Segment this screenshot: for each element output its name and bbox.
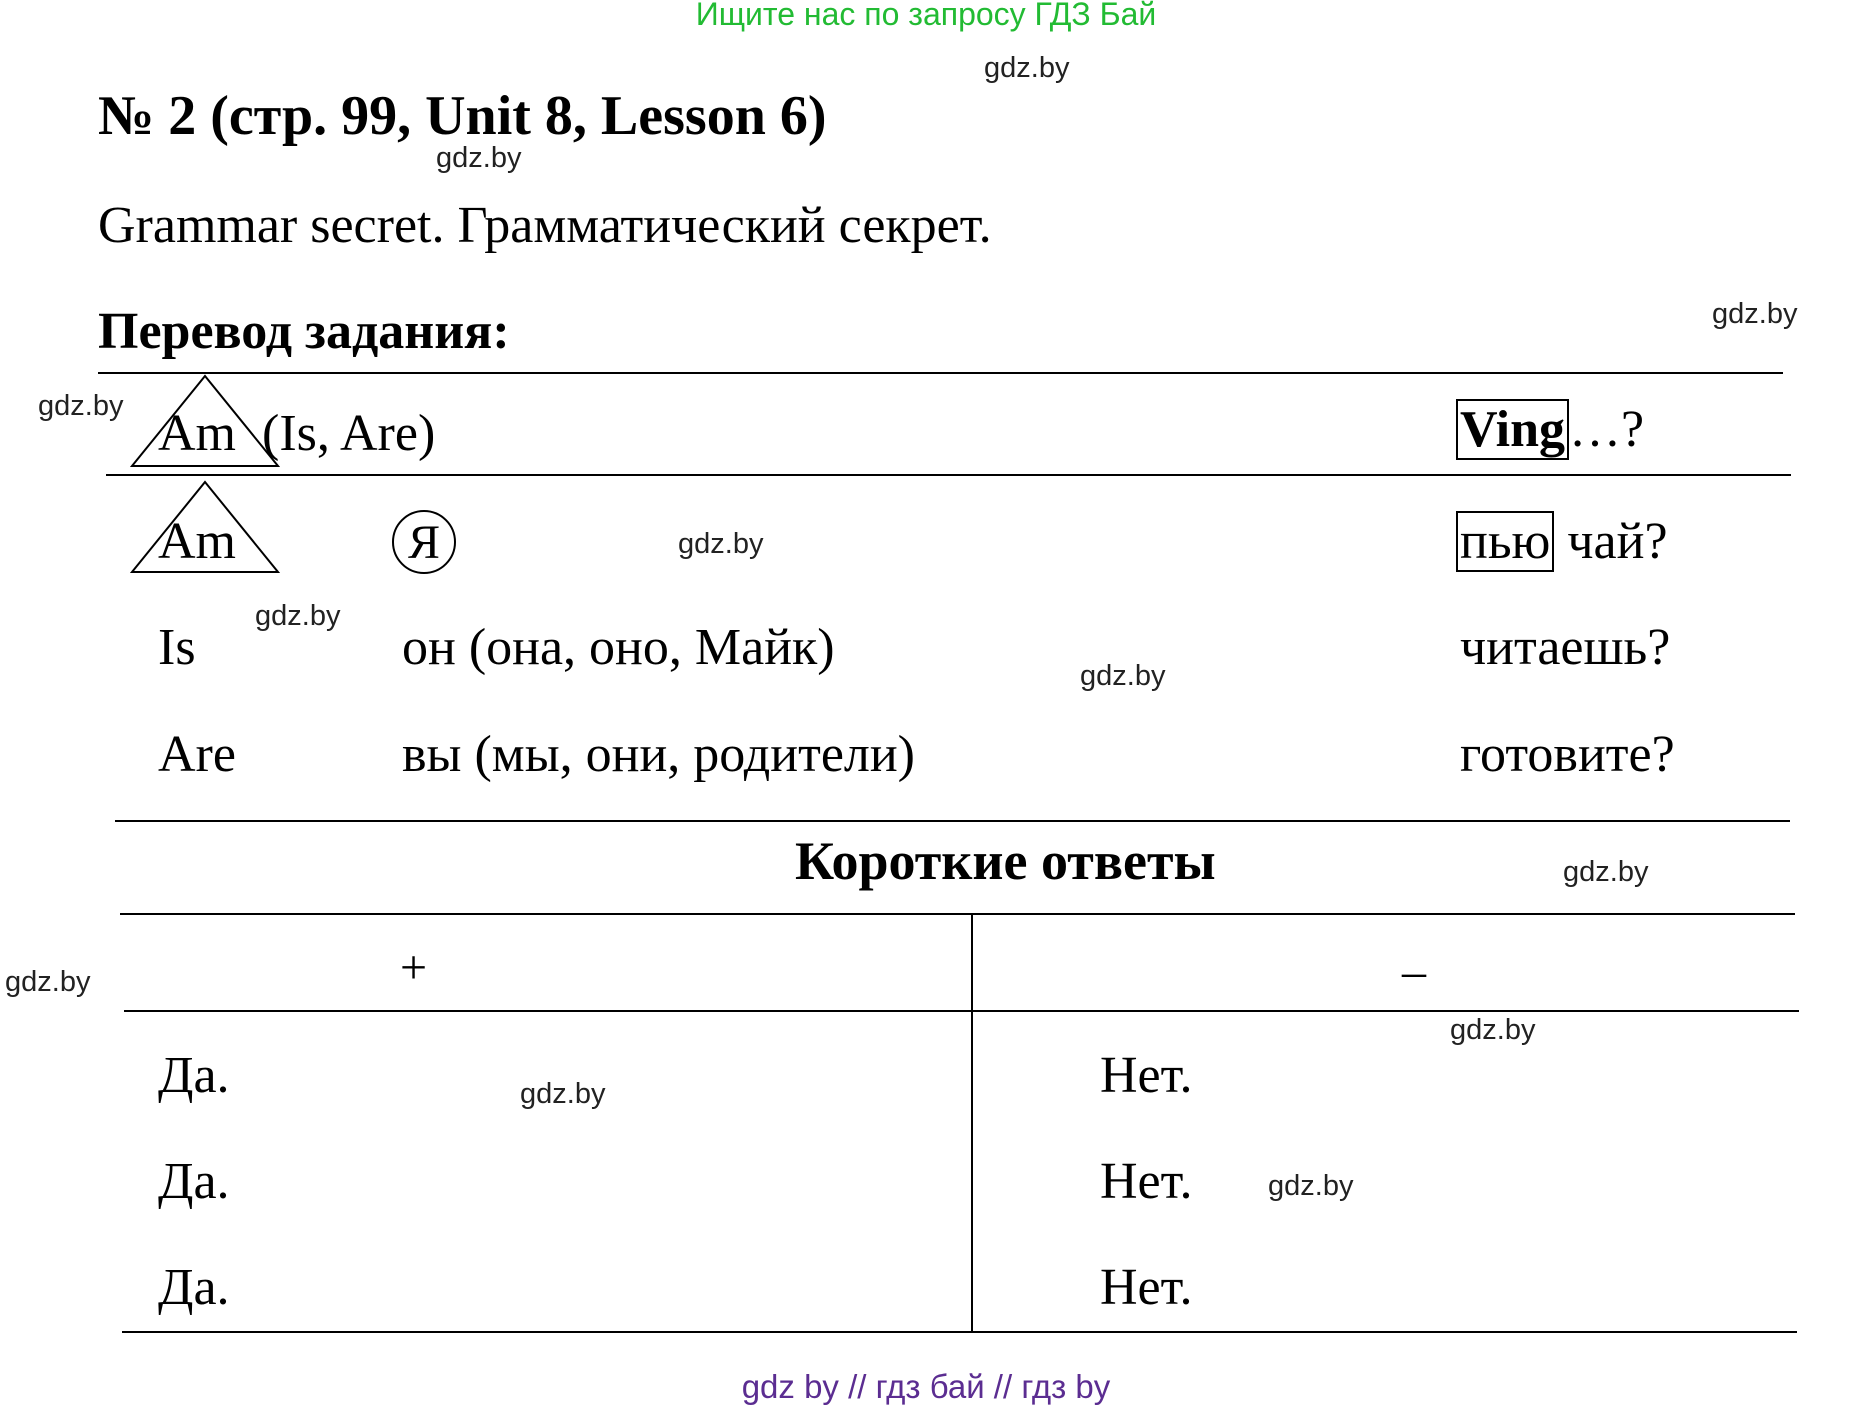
row-are-aux: Are bbox=[158, 726, 236, 783]
watermark: gdz.by bbox=[5, 966, 91, 998]
rule-answers-bottom bbox=[122, 1331, 1797, 1333]
row-is-subject: он (она, оно, Майк) bbox=[402, 619, 835, 676]
formula-ving: Ving bbox=[1456, 399, 1569, 460]
row-am-subject: Я bbox=[392, 510, 456, 574]
page-title: № 2 (стр. 99, Unit 8, Lesson 6) bbox=[98, 85, 827, 147]
watermark: gdz.by bbox=[1712, 298, 1798, 330]
row-are-verb: готовите? bbox=[1460, 726, 1675, 783]
short-answers-heading: Короткие ответы bbox=[795, 831, 1216, 891]
plus-sign: + bbox=[400, 941, 428, 994]
no-answer-2: Нет. bbox=[1100, 1153, 1193, 1210]
yes-answer-3: Да. bbox=[158, 1259, 230, 1316]
answers-divider bbox=[971, 913, 973, 1333]
watermark: gdz.by bbox=[1450, 1014, 1536, 1046]
formula-verb bbox=[1456, 400, 1644, 459]
yes-answer-1: Да. bbox=[158, 1047, 230, 1104]
no-answer-3: Нет. bbox=[1100, 1259, 1193, 1316]
row-are-subject: вы (мы, они, родители) bbox=[402, 726, 915, 783]
subtitle: Grammar secret. Грамматический секрет. bbox=[98, 197, 992, 254]
minus-sign: – bbox=[1402, 945, 1426, 998]
row-is-verb: читаешь? bbox=[1460, 619, 1671, 676]
watermark: gdz.by bbox=[678, 528, 764, 560]
row-am-verb bbox=[1456, 512, 1668, 571]
watermark: gdz.by bbox=[984, 52, 1070, 84]
formula-alternatives: (Is, Are) bbox=[262, 405, 436, 462]
watermark: gdz.by bbox=[520, 1078, 606, 1110]
formula-tail: …? bbox=[1569, 401, 1645, 458]
row-am-verb-rest: чай? bbox=[1567, 513, 1668, 570]
search-banner: Ищите нас по запросу ГДЗ Бай bbox=[695, 0, 1157, 32]
watermark: gdz.by bbox=[1080, 660, 1166, 692]
watermark: gdz.by bbox=[436, 142, 522, 174]
watermark: gdz.by bbox=[1268, 1170, 1354, 1202]
formula-am: Am bbox=[158, 405, 236, 462]
footer-links: gdz by // гдз бай // гдз by bbox=[741, 1368, 1111, 1405]
rule-answers-top bbox=[120, 913, 1795, 915]
watermark: gdz.by bbox=[255, 600, 341, 632]
rule-answers-header bbox=[124, 1010, 1799, 1012]
rule-rows-bottom bbox=[115, 820, 1790, 822]
rule-formula bbox=[106, 474, 1791, 476]
no-answer-1: Нет. bbox=[1100, 1047, 1193, 1104]
rule-top bbox=[98, 372, 1783, 374]
row-am-verb-boxed: пью bbox=[1456, 511, 1554, 572]
row-is-aux: Is bbox=[158, 619, 196, 676]
translation-heading: Перевод задания: bbox=[98, 303, 510, 360]
watermark: gdz.by bbox=[1563, 856, 1649, 888]
row-am-aux: Am bbox=[158, 513, 236, 570]
yes-answer-2: Да. bbox=[158, 1153, 230, 1210]
watermark: gdz.by bbox=[38, 390, 124, 422]
